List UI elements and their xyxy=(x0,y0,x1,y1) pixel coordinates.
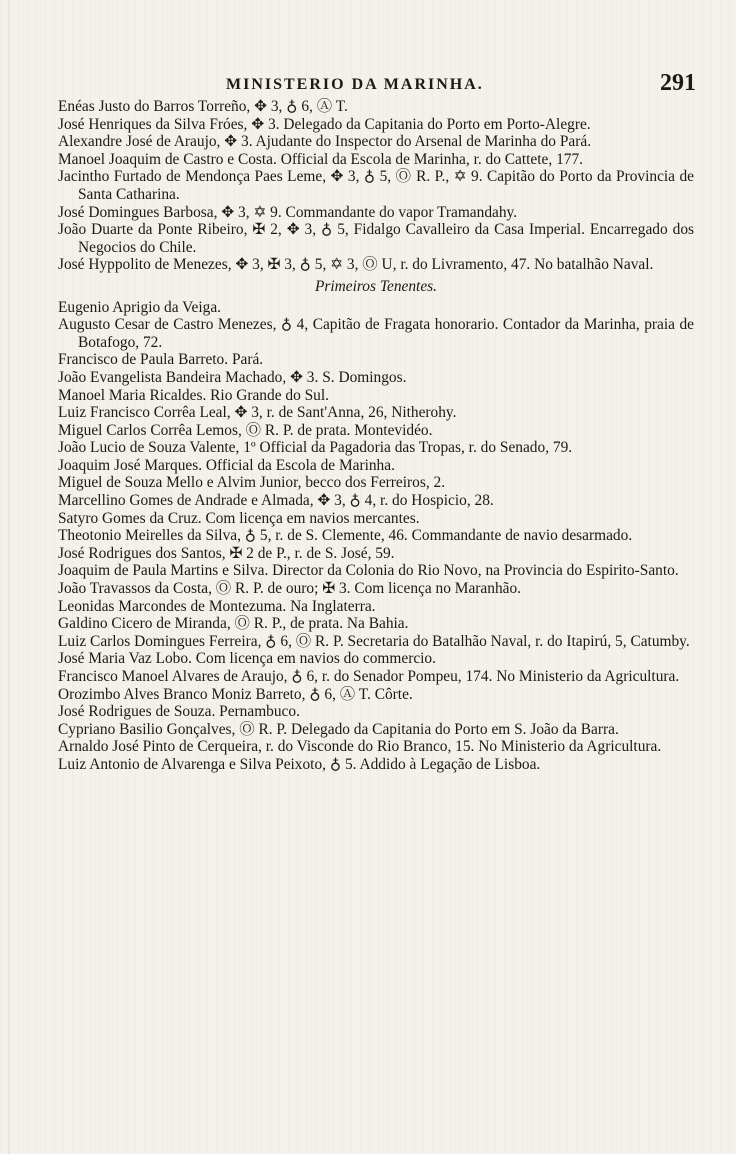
officer-entry: José Rodrigues de Souza. Pernambuco. xyxy=(58,703,300,721)
officer-entry: Arnaldo José Pinto de Cerqueira, r. do Visconde do Rio Branco, 15. No Ministerio da Agricultura. xyxy=(58,738,662,756)
officer-entry: José Domingues Barbosa, ✥ 3, ✡ 9. Commandante do vapor Tramandahy. xyxy=(58,203,518,221)
officer-entry: Joaquim de Paula Martins e Silva. Director da Colonia do Rio Novo, na Provincia do Espirito-Santo. xyxy=(58,562,679,580)
officer-entry: Miguel Carlos Corrêa Lemos, Ⓞ R. P. de prata. Montevidéo. xyxy=(58,421,433,439)
officer-entry: Marcellino Gomes de Andrade e Almada, ✥ 3, ♁ 4, r. do Hospicio, 28. xyxy=(58,492,494,510)
section-title: Primeiros Tenentes. xyxy=(315,277,437,295)
officer-entry: José Henriques da Silva Fróes, ✥ 3. Delegado da Capitania do Porto em Porto-Alegre. xyxy=(58,115,591,133)
page-header xyxy=(56,70,696,100)
officer-entry: Luiz Carlos Domingues Ferreira, ♁ 6, Ⓞ R. P. Secretaria do Batalhão Naval, r. do Itapirú, 5, Catumby. xyxy=(58,632,690,650)
officer-entry: João Duarte da Ponte Ribeiro, ✠ 2, ✥ 3, ♁ 5, Fidalgo Cavalleiro da Casa Imperial. Encarregado dos Negocios do Chile. xyxy=(58,221,694,256)
officer-entry: Galdino Cicero de Miranda, Ⓞ R. P., de prata. Na Bahia. xyxy=(58,615,409,633)
officer-entry: Luiz Antonio de Alvarenga e Silva Peixoto, ♁ 5. Addido à Legação de Lisboa. xyxy=(58,755,541,773)
officer-entry: Orozimbo Alves Branco Moniz Barreto, ♁ 6, Ⓐ T. Côrte. xyxy=(58,685,413,703)
page-fold-line xyxy=(8,0,9,1154)
entries-list xyxy=(58,98,694,774)
officer-entry: José Rodrigues dos Santos, ✠ 2 de P., r. de S. José, 59. xyxy=(58,544,395,562)
officer-entry: João Evangelista Bandeira Machado, ✥ 3. S. Domingos. xyxy=(58,368,407,386)
officer-entry: Manoel Joaquim de Castro e Costa. Official da Escola de Marinha, r. do Cattete, 177. xyxy=(58,150,584,168)
officer-entry: Theotonio Meirelles da Silva, ♁ 5, r. de S. Clemente, 46. Commandante de navio desarmado. xyxy=(58,527,633,545)
officer-entry: Cypriano Basilio Gonçalves, Ⓞ R. P. Delegado da Capitania do Porto em S. João da Barra. xyxy=(58,720,619,738)
officer-entry: Enéas Justo do Barros Torreño, ✥ 3, ♁ 6, Ⓐ T. xyxy=(58,98,348,115)
officer-entry: João Travassos da Costa, Ⓞ R. P. de ouro; ✠ 3. Com licença no Maranhão. xyxy=(58,580,522,598)
page-number: 291 xyxy=(660,70,696,96)
officer-entry: Eugenio Aprigio da Veiga. xyxy=(58,298,221,316)
officer-entry: Jacintho Furtado de Mendonça Paes Leme, ✥ 3, ♁ 5, Ⓞ R. P., ✡ 9. Capitão do Porto da Provincia de Santa Catharina. xyxy=(58,168,694,203)
officer-entry: José Hyppolito de Menezes, ✥ 3, ✠ 3, ♁ 5, ✡ 3, Ⓞ U, r. do Livramento, 47. No batalhão Naval. xyxy=(58,256,654,274)
running-title: MINISTERIO DA MARINHA. xyxy=(226,76,484,93)
officer-entry: José Maria Vaz Lobo. Com licença em navios do commercio. xyxy=(58,650,436,668)
officer-entry: Joaquim José Marques. Official da Escola de Marinha. xyxy=(58,456,395,474)
officer-entry: Alexandre José de Araujo, ✥ 3. Ajudante do Inspector do Arsenal de Marinha do Pará. xyxy=(58,133,592,151)
officer-entry: Francisco Manoel Alvares de Araujo, ♁ 6, r. do Senador Pompeu, 174. No Ministerio da Agricultura. xyxy=(58,668,680,685)
officer-entry: Miguel de Souza Mello e Alvim Junior, becco dos Ferreiros, 2. xyxy=(58,474,446,492)
officer-entry: Francisco de Paula Barreto. Pará. xyxy=(58,351,264,369)
officer-entries-top xyxy=(58,98,694,274)
officer-entry: João Lucio de Souza Valente, 1º Official da Pagadoria das Tropas, r. do Senado, 79. xyxy=(58,439,573,457)
officer-entry: Luiz Francisco Corrêa Leal, ✥ 3, r. de Sant'Anna, 26, Nitherohy. xyxy=(58,404,457,422)
officer-entry: Satyro Gomes da Cruz. Com licença em navios mercantes. xyxy=(58,509,420,527)
officer-entries-primeiros-tenentes xyxy=(58,299,694,774)
officer-entry: Augusto Cesar de Castro Menezes, ♁ 4, Capitão de Fragata honorario. Contador da Marinha, praia de Botafogo, 72. xyxy=(58,316,694,351)
officer-entry: Leonidas Marcondes de Montezuma. Na Inglaterra. xyxy=(58,597,376,615)
officer-entry: Manoel Maria Ricaldes. Rio Grande do Sul. xyxy=(58,386,329,404)
